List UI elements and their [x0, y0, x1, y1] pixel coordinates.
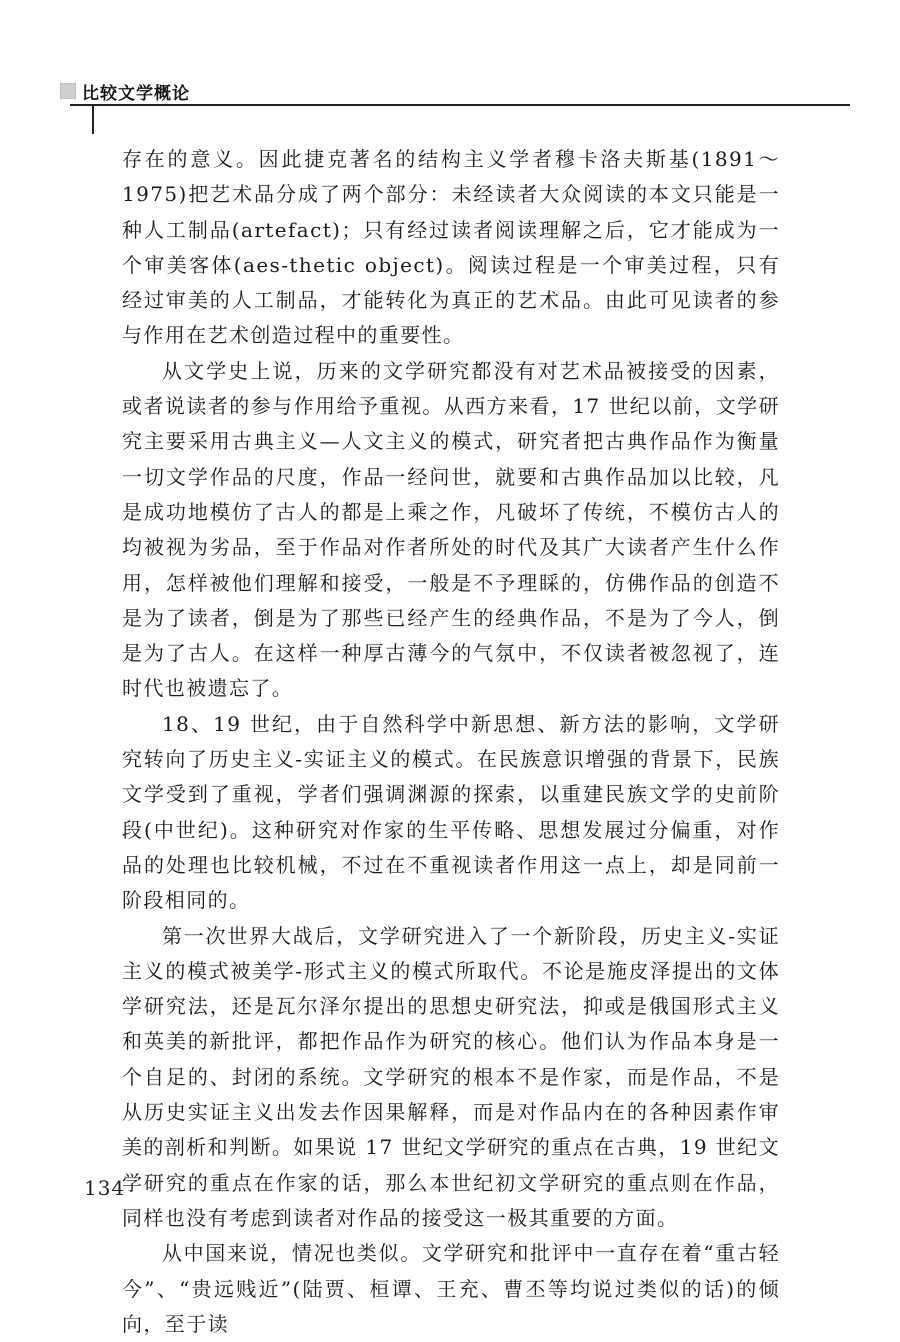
paragraph: 从中国来说，情况也类似。文学研究和批评中一直存在着“重古轻今”、“贵远贱近”(陆贾、桓谭、王充、曹丕等均说过类似的话)的倾向，至于读 [122, 1241, 780, 1336]
header-title: 比较文学概论 [82, 83, 190, 104]
running-header [60, 78, 190, 104]
header-rule [70, 104, 850, 106]
page-number: 134 [84, 1176, 126, 1200]
header-vertical-rule [92, 104, 94, 134]
paragraph-continued: 存在的意义。因此捷克著名的结构主义学者穆卡洛夫斯基(1891～1975)把艺术品分成了两个部分：未经读者大众阅读的本文只能是一种人工制品(artefact)；只有经过读者阅读理解之后，它才能成为一个审美客体(aes-thetic object)。阅读过程是一个审美过程，只有经过审美的人工制品，才能转化为真正的艺术品。由此可见读者的参与作用在艺术创造过程中的重要性。 [122, 147, 780, 348]
paragraph: 从文学史上说，历来的文学研究都没有对艺术品被接受的因素，或者说读者的参与作用给予重视。从西方来看，17 世纪以前，文学研究主要采用古典主义—人文主义的模式，研究者把古典作品作为衡量一切文学作品的尺度，作品一经问世，就要和古典作品加以比较，凡是成功地模仿了古人的都是上乘之作，凡破坏了传统，不模仿古人的均被视为劣品，至于作品对作者所处的时代及其广大读者产生什么作用，怎样被他们理解和接受，一般是不予理睬的，仿佛作品的创造不是为了读者，倒是为了那些已经产生的经典作品，不是为了今人，倒是为了古人。在这样一种厚古薄今的气氛中，不仅读者被忽视了，连时代也被遗忘了。 [122, 358, 780, 701]
body-text [122, 142, 780, 1342]
paragraph: 18、19 世纪，由于自然科学中新思想、新方法的影响，文学研究转向了历史主义-实证主义的模式。在民族意识增强的背景下，民族文学受到了重视，学者们强调渊源的探索，以重建民族文学的史前阶段(中世纪)。这种研究对作家的生平传略、思想发展过分偏重，对作品的处理也比较机械，不过在不重视读者作用这一点上，却是同前一阶段相同的。 [122, 711, 780, 913]
header-marker [60, 83, 76, 99]
paragraph: 第一次世界大战后，文学研究进入了一个新阶段，历史主义-实证主义的模式被美学-形式主义的模式所取代。不论是施皮泽提出的文体学研究法，还是瓦尔泽尔提出的思想史研究法，抑或是俄国形式主义和英美的新批评，都把作品作为研究的核心。他们认为作品本身是一个自足的、封闭的系统。文学研究的根本不是作家，而是作品，不是从历史实证主义出发去作因果解释，而是对作品内在的各种因素作审美的剖析和判断。如果说 17 世纪文学研究的重点在古典，19 世纪文学研究的重点在作家的话，那么本世纪初文学研究的重点则在作品，同样也没有考虑到读者对作品的接受这一极其重要的方面。 [122, 923, 780, 1230]
